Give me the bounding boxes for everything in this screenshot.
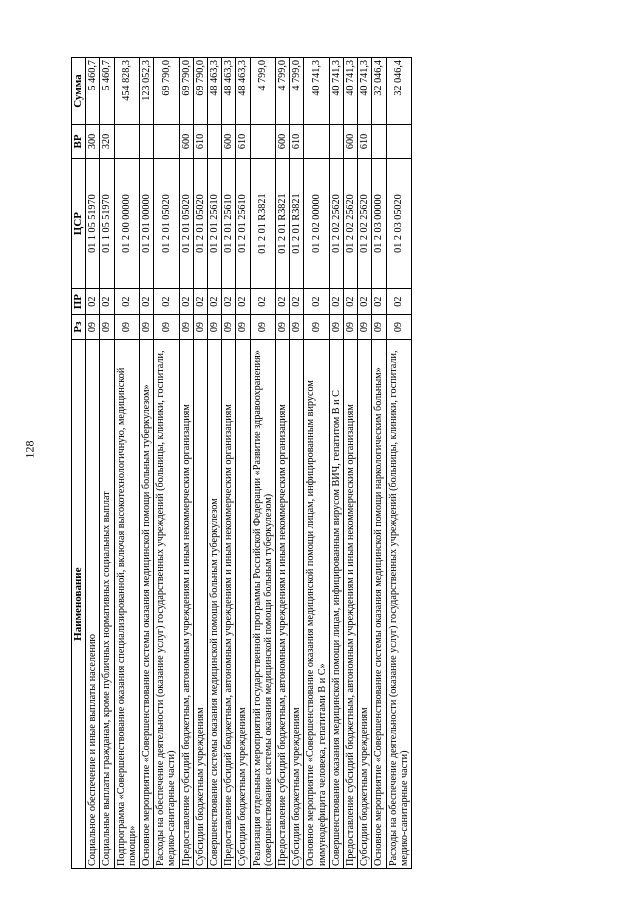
cell-sum: 69 790,0: [193, 58, 207, 125]
cell-name: Предоставление субсидий бюджетным, автономным учреждениям и иным некоммерческим организациям: [222, 340, 236, 869]
cell-pr: 02: [86, 289, 100, 314]
table-row: [179, 58, 193, 869]
table-row: [140, 58, 154, 869]
cell-vr: [304, 125, 329, 159]
cell-name: Субсидии бюджетным учреждениям: [358, 340, 372, 869]
cell-pr: 02: [114, 289, 139, 314]
cell-pr: 02: [222, 289, 236, 314]
cell-vr: [208, 125, 222, 159]
cell-pr: 02: [329, 289, 343, 314]
cell-csr: 01 2 01 R3821: [250, 158, 275, 289]
cell-vr: 600: [179, 125, 193, 159]
budget-table: [71, 57, 412, 869]
cell-rz: 09: [344, 314, 358, 339]
cell-vr: 610: [290, 125, 304, 159]
table-row: [114, 58, 139, 869]
cell-vr: [154, 125, 179, 159]
cell-vr: 600: [344, 125, 358, 159]
cell-name: Социальное обеспечение и иные выплаты населению: [86, 340, 100, 869]
cell-sum: 454 828,3: [114, 58, 139, 125]
header-sum: Сумма: [72, 58, 86, 125]
cell-csr: 01 2 01 25610: [222, 158, 236, 289]
cell-csr: 01 1 05 51970: [100, 158, 114, 289]
table-row: [236, 58, 250, 869]
cell-sum: 32 046,4: [372, 58, 386, 125]
table-row: [386, 58, 411, 869]
cell-sum: 4 799,0: [290, 58, 304, 125]
cell-name: Основное мероприятие «Совершенствование системы оказания медицинской помощи наркологическим больным»: [372, 340, 386, 869]
cell-vr: [114, 125, 139, 159]
cell-name: Расходы на обеспечение деятельности (оказание услуг) государственных учреждений (больницы, клиники, госпитали, медико-санитарные части): [154, 340, 179, 869]
cell-pr: 02: [358, 289, 372, 314]
cell-sum: 48 463,3: [208, 58, 222, 125]
cell-rz: 09: [372, 314, 386, 339]
table-row: [208, 58, 222, 869]
cell-vr: [140, 125, 154, 159]
cell-csr: 01 2 01 00000: [140, 158, 154, 289]
page-number: 128: [22, 440, 37, 459]
cell-rz: 09: [140, 314, 154, 339]
cell-vr: 600: [276, 125, 290, 159]
cell-rz: 09: [114, 314, 139, 339]
table-row: [358, 58, 372, 869]
cell-name: Реализация отдельных мероприятий государственной программы Российской Федерации «Развитие здравоохранения» (совершенствование системы оказания медицинской помощи больным туберкулезом): [250, 340, 275, 869]
cell-rz: 09: [154, 314, 179, 339]
cell-pr: 02: [140, 289, 154, 314]
cell-rz: 09: [222, 314, 236, 339]
cell-sum: 32 046,4: [386, 58, 411, 125]
cell-sum: 69 790,0: [179, 58, 193, 125]
cell-rz: 09: [304, 314, 329, 339]
header-name: Наименование: [72, 340, 86, 869]
cell-name: Предоставление субсидий бюджетным, автономным учреждениям и иным некоммерческим организациям: [344, 340, 358, 869]
table-row: [276, 58, 290, 869]
cell-sum: 40 741,3: [304, 58, 329, 125]
cell-vr: 600: [222, 125, 236, 159]
cell-pr: 02: [236, 289, 250, 314]
cell-csr: 01 2 01 25610: [208, 158, 222, 289]
cell-csr: 01 2 01 25610: [236, 158, 250, 289]
cell-pr: 02: [290, 289, 304, 314]
cell-vr: 610: [193, 125, 207, 159]
cell-name: Основное мероприятие «Совершенствование оказания медицинской помощи лицам, инфицированным вирусом иммунодефицита человека, гепатитами В и С»: [304, 340, 329, 869]
cell-csr: 01 2 02 25620: [344, 158, 358, 289]
cell-rz: 09: [329, 314, 343, 339]
cell-sum: 48 463,3: [236, 58, 250, 125]
table-header-row: [72, 58, 86, 869]
cell-rz: 09: [208, 314, 222, 339]
cell-csr: 01 2 01 05020: [154, 158, 179, 289]
cell-name: Субсидии бюджетным учреждениям: [290, 340, 304, 869]
cell-name: Субсидии бюджетным учреждениям: [236, 340, 250, 869]
cell-pr: 02: [179, 289, 193, 314]
cell-sum: 4 799,0: [276, 58, 290, 125]
cell-name: Предоставление субсидий бюджетным, автономным учреждениям и иным некоммерческим организациям: [276, 340, 290, 869]
cell-vr: [329, 125, 343, 159]
cell-sum: 48 463,3: [222, 58, 236, 125]
cell-name: Подпрограмма «Совершенствование оказания специализированной, включая высокотехнологичную, медицинской помощи»: [114, 340, 139, 869]
cell-rz: 09: [358, 314, 372, 339]
cell-csr: 01 2 01 R3821: [290, 158, 304, 289]
table-row: [222, 58, 236, 869]
header-vr: ВР: [72, 125, 86, 159]
cell-csr: 01 2 03 05020: [386, 158, 411, 289]
cell-pr: 02: [372, 289, 386, 314]
header-rz: Рз: [72, 314, 86, 339]
cell-pr: 02: [276, 289, 290, 314]
header-pr: ПР: [72, 289, 86, 314]
table-row: [193, 58, 207, 869]
table-row: [250, 58, 275, 869]
cell-rz: 09: [100, 314, 114, 339]
cell-rz: 09: [250, 314, 275, 339]
header-csr: ЦСР: [72, 158, 86, 289]
table-row: [290, 58, 304, 869]
cell-csr: 01 2 01 R3821: [276, 158, 290, 289]
cell-pr: 02: [193, 289, 207, 314]
cell-pr: 02: [208, 289, 222, 314]
table-row: [304, 58, 329, 869]
table-row: [154, 58, 179, 869]
cell-name: Предоставление субсидий бюджетным, автономным учреждениям и иным некоммерческим организациям: [179, 340, 193, 869]
cell-sum: 5 460,7: [86, 58, 100, 125]
cell-rz: 09: [86, 314, 100, 339]
cell-sum: 40 741,3: [329, 58, 343, 125]
cell-vr: 610: [358, 125, 372, 159]
cell-pr: 02: [386, 289, 411, 314]
cell-csr: 01 2 01 05020: [179, 158, 193, 289]
cell-vr: [250, 125, 275, 159]
cell-name: Расходы на обеспечение деятельности (оказание услуг) государственных учреждений (больницы, клиники, госпитали, медико-санитарные части): [386, 340, 411, 869]
table-row: [372, 58, 386, 869]
table-row: [86, 58, 100, 869]
cell-rz: 09: [276, 314, 290, 339]
cell-vr: [372, 125, 386, 159]
cell-pr: 02: [304, 289, 329, 314]
cell-name: Совершенствование системы оказания медицинской помощи больным туберкулезом: [208, 340, 222, 869]
cell-rz: 09: [290, 314, 304, 339]
cell-name: Совершенствование оказания медицинской помощи лицам, инфицированным вирусом ВИЧ, гепатитом В и С: [329, 340, 343, 869]
cell-csr: 01 2 02 00000: [304, 158, 329, 289]
cell-name: Субсидии бюджетным учреждениям: [193, 340, 207, 869]
cell-csr: 01 2 02 25620: [329, 158, 343, 289]
cell-rz: 09: [179, 314, 193, 339]
cell-vr: 300: [86, 125, 100, 159]
cell-csr: 01 2 02 25620: [358, 158, 372, 289]
table-row: [329, 58, 343, 869]
cell-pr: 02: [344, 289, 358, 314]
cell-sum: 40 741,3: [358, 58, 372, 125]
table-row: [100, 58, 114, 869]
cell-csr: 01 2 03 00000: [372, 158, 386, 289]
cell-vr: [386, 125, 411, 159]
cell-csr: 01 2 01 05020: [193, 158, 207, 289]
cell-name: Социальные выплаты гражданам, кроме публичных нормативных социальных выплат: [100, 340, 114, 869]
budget-table-container: [71, 57, 412, 869]
cell-vr: 610: [236, 125, 250, 159]
cell-sum: 123 052,3: [140, 58, 154, 125]
cell-pr: 02: [100, 289, 114, 314]
cell-pr: 02: [154, 289, 179, 314]
cell-rz: 09: [236, 314, 250, 339]
cell-vr: 320: [100, 125, 114, 159]
cell-csr: 01 1 05 51970: [86, 158, 100, 289]
cell-rz: 09: [386, 314, 411, 339]
cell-sum: 4 799,0: [250, 58, 275, 125]
table-row: [344, 58, 358, 869]
cell-sum: 5 460,7: [100, 58, 114, 125]
cell-pr: 02: [250, 289, 275, 314]
cell-sum: 69 790,0: [154, 58, 179, 125]
cell-sum: 40 741,3: [344, 58, 358, 125]
cell-csr: 01 2 00 00000: [114, 158, 139, 289]
cell-name: Основное мероприятие «Совершенствование системы оказания медицинской помощи больным туберкулезом»: [140, 340, 154, 869]
cell-rz: 09: [193, 314, 207, 339]
